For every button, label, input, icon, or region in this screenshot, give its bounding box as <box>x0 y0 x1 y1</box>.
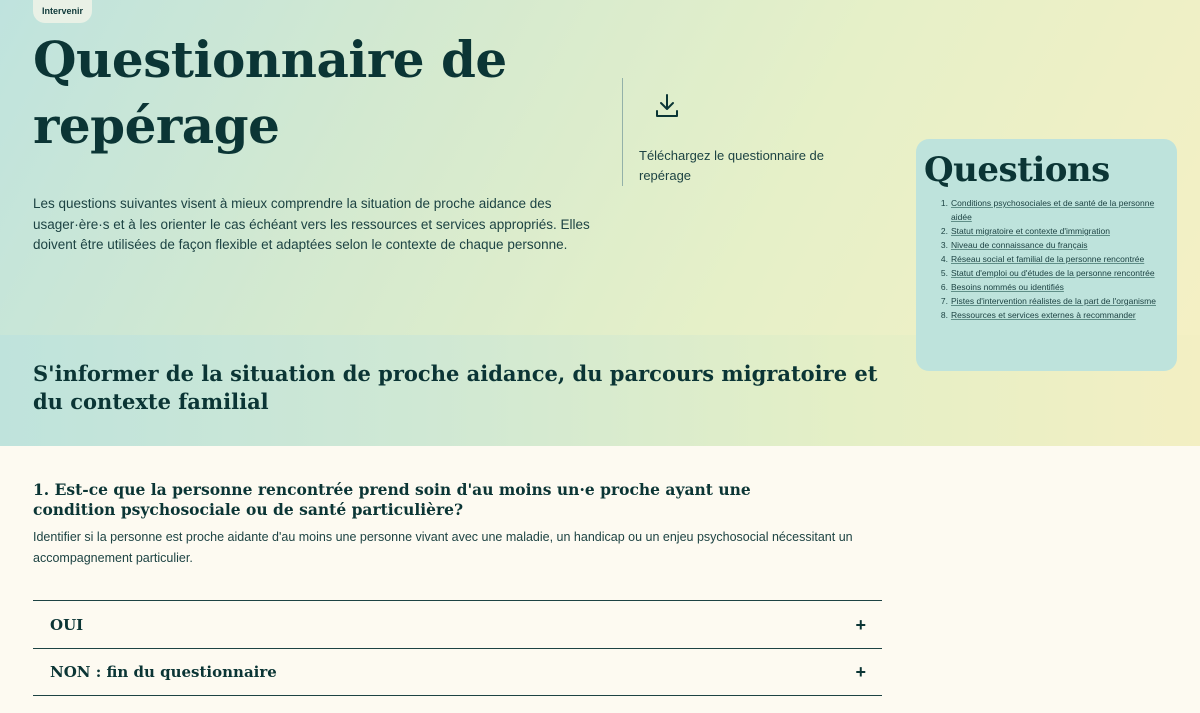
question-number: 8. <box>940 310 948 320</box>
question-number: 6. <box>940 282 948 292</box>
plus-icon[interactable]: + <box>855 662 866 682</box>
question-number: 4. <box>940 254 948 264</box>
question-link[interactable]: Réseau social et familial de la personne rencontrée <box>951 254 1145 264</box>
question-link[interactable]: Ressources et services externes à recommander <box>951 310 1136 320</box>
question-number: 2. <box>940 226 948 236</box>
question-link[interactable]: Conditions psychosociales et de santé de la personne aidée <box>951 198 1155 222</box>
question-link[interactable]: Niveau de connaissance du français <box>951 240 1088 250</box>
question-link[interactable]: Statut migratoire et contexte d'immigration <box>951 226 1110 236</box>
answer-label: NON : fin du questionnaire <box>50 663 277 681</box>
questions-list <box>924 196 1167 322</box>
question-link-item <box>924 238 1167 252</box>
question-number: 7. <box>940 296 948 306</box>
answer-accordion <box>33 600 882 696</box>
category-tag[interactable]: Intervenir <box>33 0 92 23</box>
questions-panel <box>916 139 1177 371</box>
question-link-item <box>924 280 1167 294</box>
answer-option-non[interactable] <box>33 648 882 696</box>
download-icon[interactable] <box>654 92 680 120</box>
question-number: 1. <box>940 198 948 208</box>
question-title: 1. Est-ce que la personne rencontrée prend soin d'au moins un·e proche ayant une condition psychosociale ou de santé particulière? <box>33 480 751 519</box>
plus-icon[interactable]: + <box>855 614 866 635</box>
page-title: Questionnaire de repérage <box>33 30 507 155</box>
vertical-divider <box>622 78 623 186</box>
question-link-item <box>924 196 1167 224</box>
section-title: S'informer de la situation de proche aidance, du parcours migratoire et du contexte familial <box>33 361 878 414</box>
answer-option-oui[interactable] <box>33 600 882 648</box>
question-number: 3. <box>940 240 948 250</box>
download-link[interactable]: Téléchargez le questionnaire de repérage <box>639 148 825 183</box>
answer-label: OUI <box>50 615 84 634</box>
question-link-item <box>924 266 1167 280</box>
question-link-item <box>924 252 1167 266</box>
question-number: 5. <box>940 268 948 278</box>
question-link-item <box>924 224 1167 238</box>
questions-title: Questions <box>924 150 1110 190</box>
question-link-item <box>924 308 1167 322</box>
question-link[interactable]: Pistes d'intervention réalistes de la part de l'organisme <box>951 296 1156 306</box>
question-link[interactable]: Statut d'emploi ou d'études de la personne rencontrée <box>951 268 1155 278</box>
question-link-item <box>924 294 1167 308</box>
intro-text: Les questions suivantes visent à mieux comprendre la situation de proche aidance des usager·ère·s et à les orienter le cas échéant vers les ressources et services appropriés. Elles doivent être utilisées de façon flexible et adaptées selon le contexte de chaque personne. <box>33 196 590 252</box>
question-description: Identifier si la personne est proche aidante d'au moins une personne vivant avec une maladie, un handicap ou un enjeu psychosocial nécessitant un accompagnement particulier. <box>33 530 853 565</box>
question-link[interactable]: Besoins nommés ou identifiés <box>951 282 1064 292</box>
